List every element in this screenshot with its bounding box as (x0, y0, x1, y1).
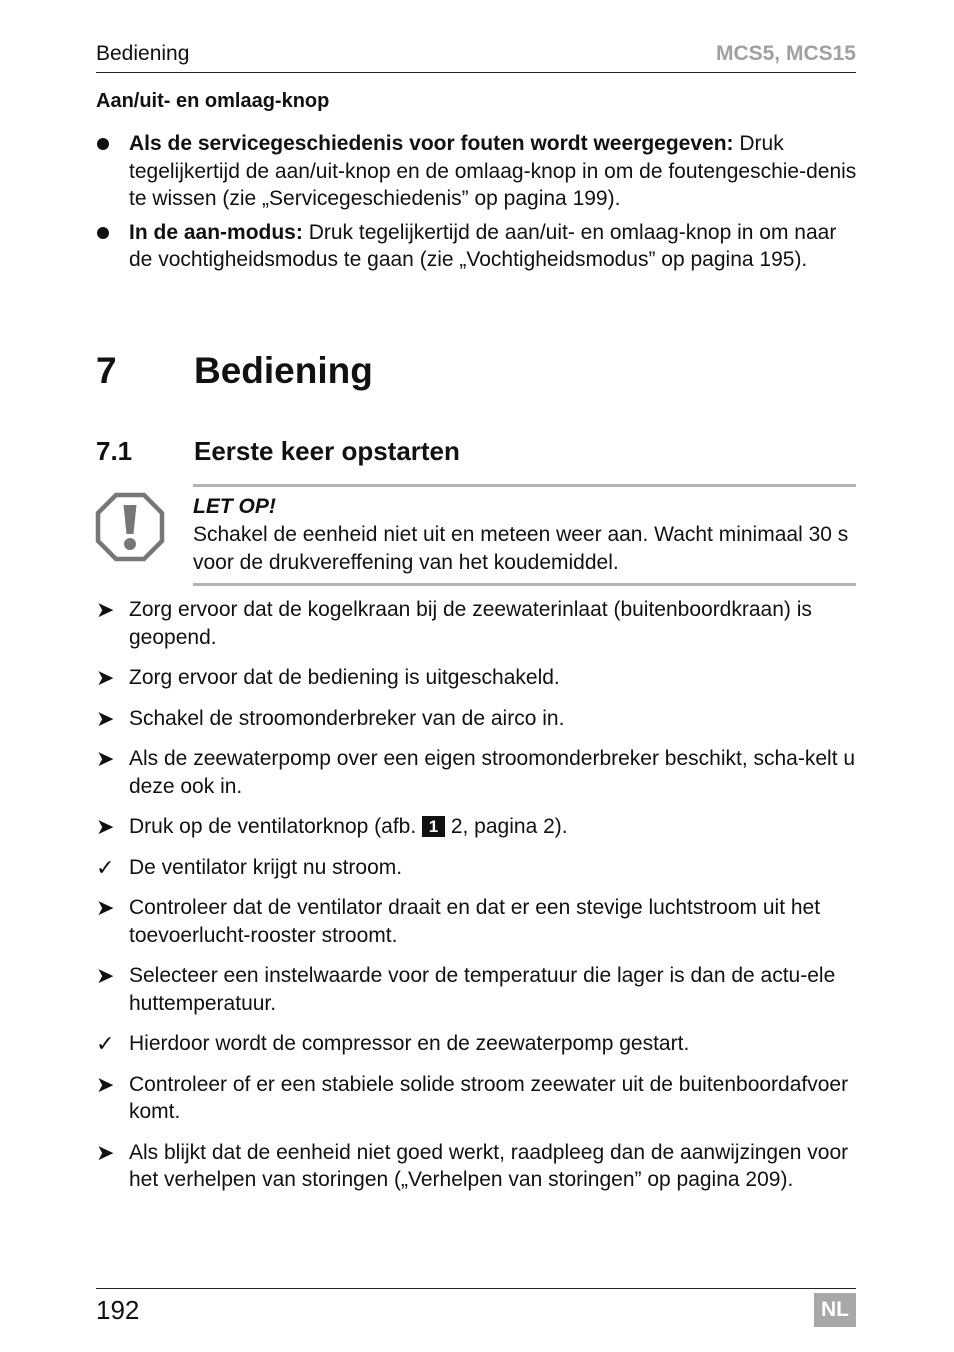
list-item (96, 1030, 858, 1058)
language-badge: NL (814, 1293, 856, 1327)
bullet-text: Druk tegelijkertijd de aan/uit-knop en de omlaag-knop in om de foutengeschie-denis te wissen (zie „Servicegeschiedenis” op pagina 199). (129, 132, 857, 210)
step-text: Controleer dat de ventilator draait en dat er een stevige luchtstroom uit het toevoerlucht-rooster stroomt. (129, 896, 821, 947)
arrow-icon: ➤ (96, 746, 115, 771)
arrow-icon: ➤ (96, 814, 115, 839)
notice-text: Schakel de eenheid niet uit en meteen weer aan. Wacht minimaal 30 s voor de drukvereffening van het koudemiddel. (193, 523, 849, 574)
step-list (96, 596, 858, 1207)
list-item (96, 664, 858, 692)
header-section-title: Bediening (96, 42, 190, 65)
section-title: Eerste keer opstarten (194, 436, 460, 466)
step-text: Selecteer een instelwaarde voor de temperatuur die lager is dan de actu-ele huttemperatuur. (129, 964, 836, 1015)
step-text: Controleer of er een stabiele solide stroom zeewater uit de buitenboordafvoer komt. (129, 1072, 849, 1123)
bullet-lead: In de aan-modus: (129, 220, 303, 244)
checkmark-icon: ✓ (96, 1031, 115, 1056)
arrow-icon: ➤ (96, 895, 115, 920)
step-text: Als blijkt dat de eenheid niet goed werkt, raadpleeg dan de aanwijzingen voor het verhelpen van storingen („Verhelpen van storingen” op pagina 209). (129, 1140, 849, 1191)
bullet-list (96, 130, 858, 280)
bullet-dot-icon (97, 138, 109, 150)
list-item (96, 894, 858, 949)
list-item (96, 1071, 858, 1126)
step-text: Hierdoor wordt de compressor en de zeewaterpomp gestart. (129, 1032, 690, 1055)
list-item (96, 705, 858, 733)
step-text: Schakel de stroomonderbreker van de airco in. (129, 706, 565, 730)
section-number: 7.1 (96, 436, 133, 466)
list-item (96, 813, 858, 841)
step-text: 2, pagina 2). (445, 815, 568, 838)
arrow-icon: ➤ (96, 1139, 115, 1165)
chapter-number: 7 (96, 350, 117, 391)
figure-reference-badge: 1 (422, 816, 445, 837)
list-item (96, 854, 858, 882)
page-number: 192 (96, 1295, 140, 1325)
bullet-item (96, 130, 858, 213)
step-text: De ventilator krijgt nu stroom. (129, 855, 403, 879)
arrow-icon: ➤ (96, 597, 115, 622)
subheading: Aan/uit- en omlaag-knop (96, 90, 330, 112)
step-text: Zorg ervoor dat de bediening is uitgeschakeld. (129, 666, 560, 689)
arrow-icon: ➤ (96, 1071, 115, 1097)
arrow-icon: ➤ (96, 665, 115, 690)
step-text: Zorg ervoor dat de kogelkraan bij de zeewaterinlaat (buitenboordkraan) is geopend. (129, 598, 812, 649)
warning-notice (193, 484, 856, 586)
page-footer (96, 1288, 856, 1329)
notice-title: LET OP! (193, 495, 276, 518)
list-item (96, 745, 858, 800)
chapter-title: Bediening (194, 350, 373, 391)
arrow-icon: ➤ (96, 963, 115, 988)
list-item (96, 962, 858, 1017)
bullet-item (96, 219, 858, 274)
list-item (96, 596, 858, 651)
step-text: Als de zeewaterpomp over een eigen stroomonderbreker beschikt, scha-kelt u deze ook in. (129, 747, 856, 798)
page-header (96, 40, 856, 73)
checkmark-icon: ✓ (96, 854, 115, 880)
header-model-name: MCS5, MCS15 (715, 42, 856, 65)
exclamation-octagon-icon (95, 492, 165, 562)
bullet-text: Druk tegelijkertijd de aan/uit- en omlaag-knop in om naar de vochtigheidsmodus te gaan (zie „Vochtigheidsmodus” op pagina 195). (129, 220, 837, 271)
bullet-lead: Als de servicegeschiedenis voor fouten wordt weergegeven: (129, 132, 734, 155)
bullet-dot-icon (97, 227, 109, 239)
arrow-icon: ➤ (96, 705, 115, 731)
list-item (96, 1139, 858, 1194)
step-text: Druk op de ventilatorknop (afb. (129, 815, 422, 838)
